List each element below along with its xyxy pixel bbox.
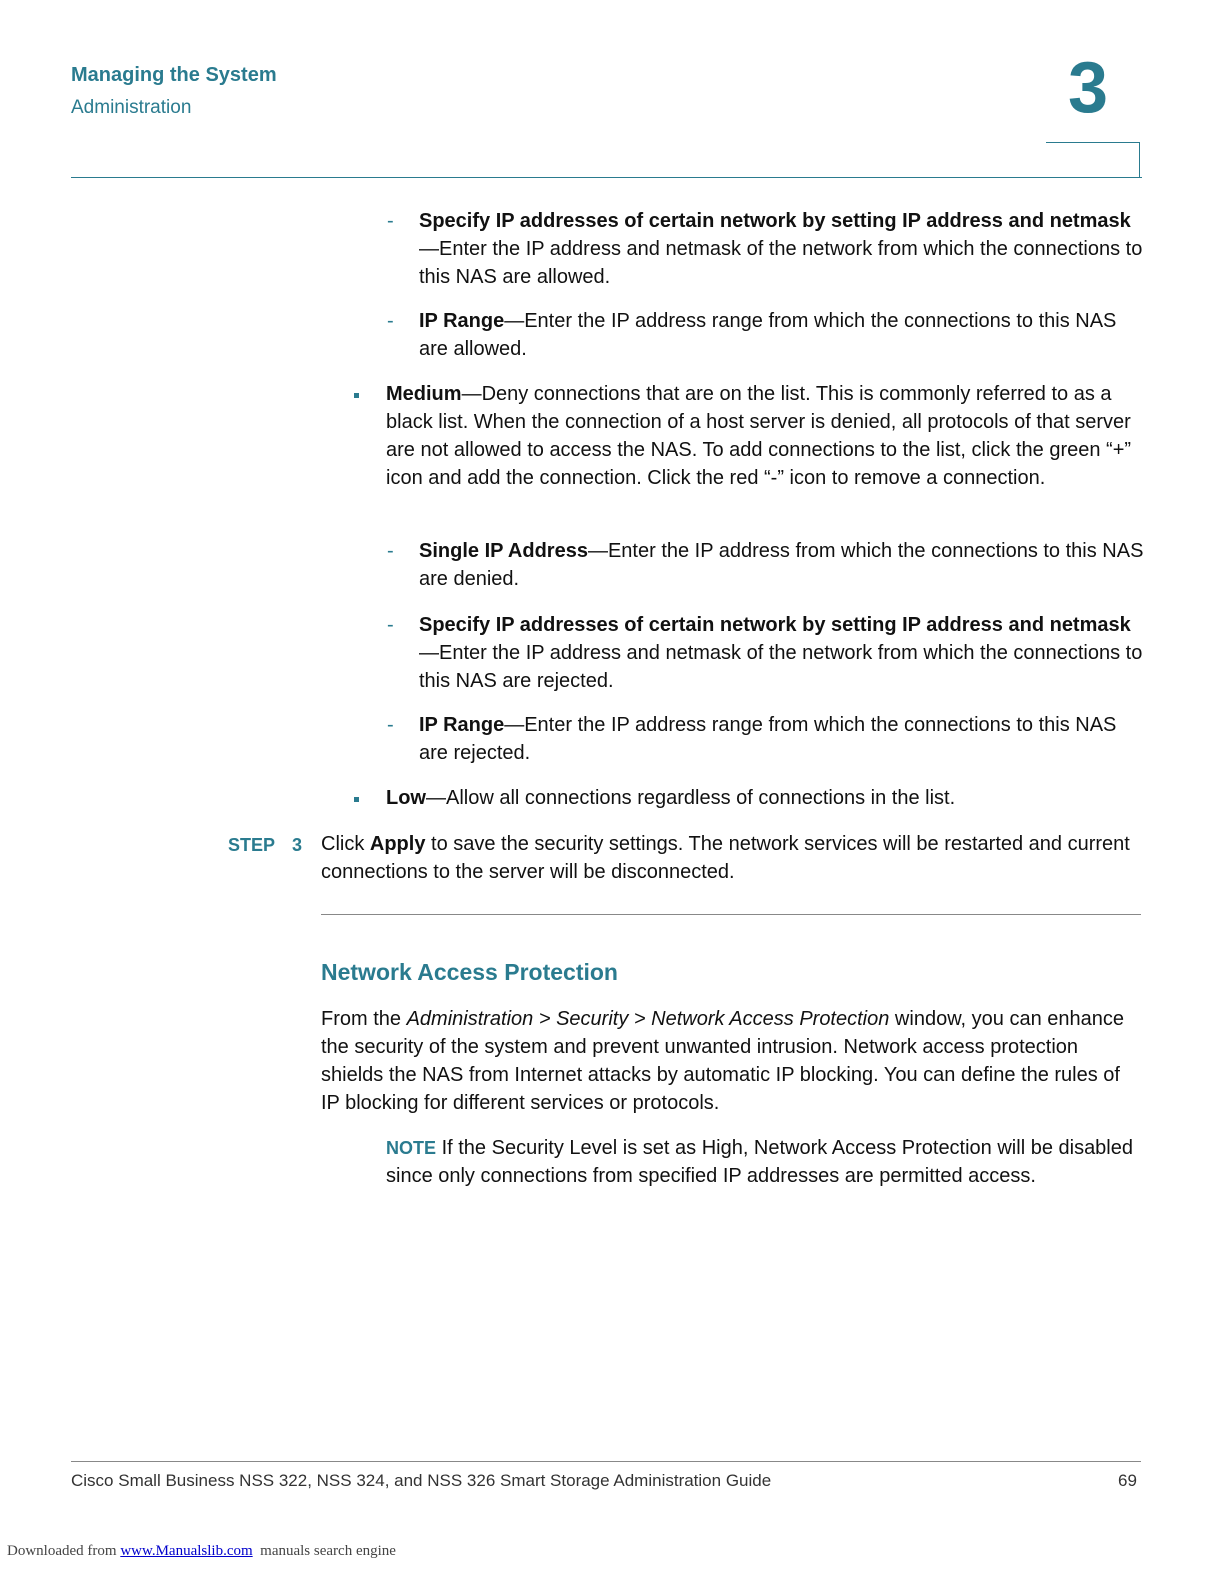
section-heading: Network Access Protection	[321, 959, 618, 985]
section-paragraph	[321, 1005, 1141, 1117]
item-term: Specify IP addresses of certain network by setting IP address and netmask	[419, 210, 1131, 232]
dash-marker: -	[387, 540, 394, 562]
list-item-ip-range-allowed	[419, 307, 1144, 363]
step-number: 3	[292, 835, 303, 855]
note-text: If the Security Level is set as High, Network Access Protection will be disabled since only connections from specified IP addresses are permitted access.	[386, 1137, 1133, 1187]
dash-marker: -	[387, 310, 394, 332]
dash-marker: -	[387, 714, 394, 736]
item-description: —Enter the IP address and netmask of the network from which the connections to this NAS are allowed.	[419, 238, 1143, 288]
paragraph-post: window, you can enhance the security of the system and prevent unwanted intrusion. Network access protection shields the NAS from Internet attacks by automatic IP blocking. You can define the rules of IP blocking for different services or protocols.	[321, 1008, 1124, 1114]
paragraph-pre: From the	[321, 1008, 407, 1030]
download-credit	[7, 1541, 396, 1561]
footer-guide-title: Cisco Small Business NSS 322, NSS 324, and NSS 326 Smart Storage Administration Guide	[71, 1471, 772, 1490]
item-term: Low	[386, 787, 426, 809]
download-prefix: Downloaded from	[7, 1543, 121, 1559]
item-term: Single IP Address	[419, 540, 588, 562]
step-text: to save the security settings. The network services will be restarted and current connections to the server will be disconnected.	[321, 833, 1130, 883]
note-block	[386, 1134, 1144, 1190]
step-instruction	[321, 830, 1141, 886]
item-description: —Enter the IP address range from which the connections to this NAS are rejected.	[419, 714, 1117, 764]
chapter-title: Managing the System	[71, 64, 277, 86]
list-item-network-allowed	[419, 207, 1144, 291]
download-suffix: manuals search engine	[252, 1543, 396, 1559]
page-number: 69	[1118, 1471, 1137, 1490]
note-label: NOTE	[386, 1138, 437, 1158]
list-item-low	[386, 784, 1144, 812]
item-description: —Enter the IP address from which the connections to this NAS are denied.	[419, 540, 1144, 590]
manualslib-link[interactable]: www.Manualslib.com	[120, 1543, 253, 1559]
step-text-pre: Click	[321, 833, 370, 855]
footer-rule	[71, 1461, 1141, 1462]
item-term: Specify IP addresses of certain network by setting IP address and netmask	[419, 614, 1131, 636]
item-description: —Deny connections that are on the list. This is commonly referred to as a black list. When the connection of a host server is denied, all protocols of that server are not allowed to access the NAS. To add connections to the list, click the green “+” icon and add the connection. Click the red “-” icon to remove a connection.	[386, 383, 1132, 489]
navigation-path: Administration > Security > Network Access Protection	[406, 1008, 890, 1030]
section-divider	[321, 914, 1141, 915]
item-description: —Enter the IP address range from which the connections to this NAS are allowed.	[419, 310, 1117, 360]
dash-marker: -	[387, 210, 394, 232]
chapter-box	[1046, 142, 1140, 177]
list-item-network-rejected	[419, 611, 1144, 695]
header-rule	[71, 177, 1142, 178]
list-item-ip-range-rejected	[419, 711, 1144, 767]
square-bullet	[354, 797, 359, 802]
item-description: —Enter the IP address and netmask of the network from which the connections to this NAS are rejected.	[419, 642, 1143, 692]
item-term: IP Range	[419, 310, 505, 332]
item-description: —Allow all connections regardless of connections in the list.	[426, 787, 956, 809]
item-term: IP Range	[419, 714, 505, 736]
step-label: STEP	[228, 835, 276, 855]
apply-term: Apply	[369, 833, 426, 855]
list-item-single-ip-denied	[419, 537, 1144, 593]
section-subtitle: Administration	[71, 97, 192, 118]
square-bullet	[354, 393, 359, 398]
item-term: Medium	[386, 383, 462, 405]
chapter-number: 3	[1068, 48, 1109, 128]
list-item-medium	[386, 380, 1144, 492]
dash-marker: -	[387, 614, 394, 636]
